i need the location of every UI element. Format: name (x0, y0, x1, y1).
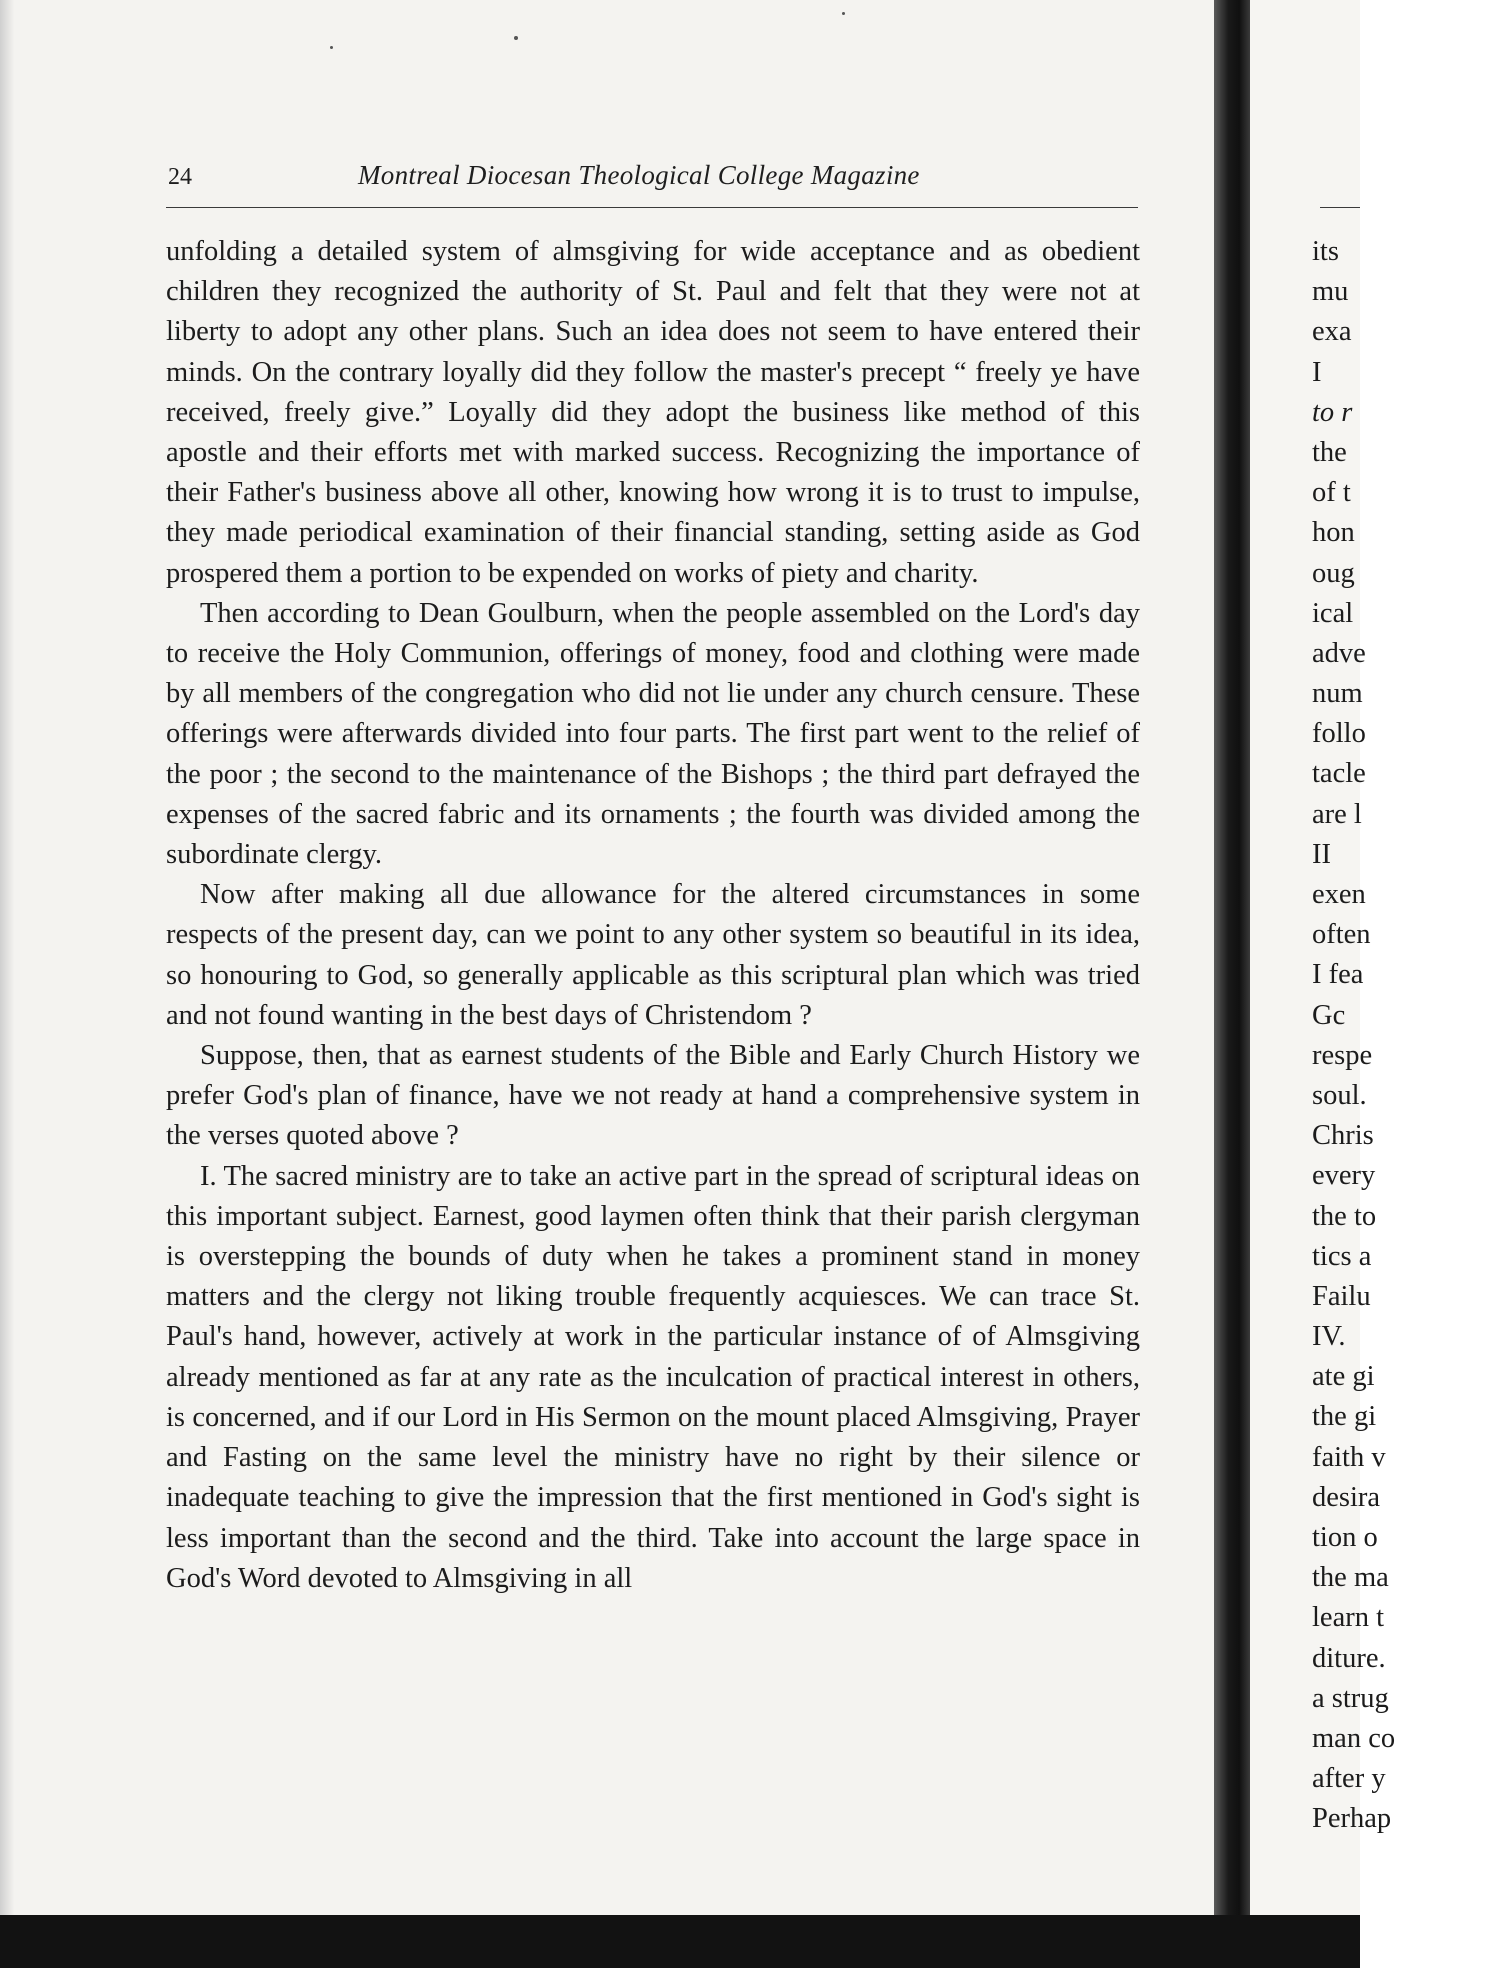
paragraph-5: I. The sacred ministry are to take an active part in the spread of scriptural ideas on this important subject. Earnest, good laymen often think that their parish clergyman is overstepping the bounds of duty when he takes a prominent stand in money matters and the clergy not liking trouble frequently acquiesces. We can trace St. Paul's hand, however, actively at work in the particular instance of of Almsgiving already mentioned as far at any rate as the inculcation of practical interest in others, is concerned, and if our Lord in His Sermon on the mount placed Almsgiving, Prayer and Fasting on the same level the ministry have no right by their silence or inadequate teaching to give the impression that the first mentioned in God's sight is less important than the second and the third. Take into account the large space in God's Word devoted to Almsgiving in all (166, 1160, 1140, 1594)
facing-page-line: oug (1312, 557, 1355, 589)
facing-page-line: Gc (1312, 999, 1346, 1031)
facing-page-line: I fea (1312, 959, 1364, 991)
page-number: 24 (168, 164, 192, 190)
header-rule (166, 207, 1138, 208)
paragraph-1: unfolding a detailed system of almsgiving for wide acceptance and as obedient children they recognized the authority of St. Paul and felt that they were not at liberty to adopt any other plans. Such an idea does not seem to have entered their minds. On the contrary loyally did they follow the master's precept “ freely ye have received, freely give.” Loyally did they adopt the business like method of this apostle and their efforts met with marked success. Recognizing the importance of their Father's business above all other, knowing how wrong it is to trust to impulse, they made periodical examination of their financial standing, setting aside as God prospered them a portion to be expended on works of piety and charity. (166, 236, 1140, 589)
facing-page-line: faith v (1312, 1441, 1386, 1473)
dust-speck (842, 12, 845, 15)
journal-title: Montreal Diocesan Theological College Magazine (358, 160, 920, 190)
facing-page-line: the ma (1312, 1562, 1389, 1594)
facing-page-line: Chris (1312, 1120, 1374, 1152)
facing-page-line: II (1312, 838, 1331, 870)
facing-page-line: to r (1312, 396, 1353, 428)
facing-page-line: hon (1312, 517, 1355, 549)
facing-page-line: adve (1312, 637, 1366, 669)
facing-page-line: tacle (1312, 758, 1366, 790)
facing-page-line: respe (1312, 1039, 1373, 1071)
paragraph-4: Suppose, then, that as earnest students of the Bible and Early Church History we prefer God's plan of finance, have we not ready at hand a comprehensive system in the verses quoted above ? (166, 1040, 1140, 1152)
facing-page-line: of t (1312, 477, 1351, 509)
running-head (168, 160, 1138, 200)
facing-page-line: man co (1312, 1722, 1396, 1754)
dust-speck (514, 36, 518, 40)
paragraph-3: Now after making all due allowance for the altered circumstances in some respects of the present day, can we point to any other system so beautiful in its idea, so honouring to God, so generally applicable as this scriptural plan which was tried and not found wanting in the best days of Christendom ? (166, 879, 1140, 1031)
facing-page-line: desira (1312, 1481, 1381, 1513)
facing-page-line: the to (1312, 1200, 1377, 1232)
dust-speck (330, 46, 333, 49)
facing-page-line: its (1312, 236, 1339, 267)
paragraph-2: Then according to Dean Goulburn, when the people assembled on the Lord's day to receive the Holy Communion, offerings of money, food and clothing were made by all members of the congregation who did not lie under any church censure. These offerings were afterwards divided into four parts. The first part went to the relief of the poor ; the second to the maintenance of the Bishops ; the third part defrayed the expenses of the sacred fabric and its ornaments ; the fourth was divided among the subordinate clergy. (166, 597, 1140, 871)
facing-page-line: the gi (1312, 1401, 1377, 1433)
facing-page-line: exen (1312, 879, 1366, 910)
facing-page-line: ate gi (1312, 1361, 1375, 1393)
article-body (166, 232, 1140, 1599)
facing-page-line: every (1312, 1160, 1376, 1192)
facing-page-line: mu (1312, 276, 1349, 308)
facing-page-line: ical (1312, 597, 1354, 629)
facing-page-line: tics a (1312, 1240, 1372, 1272)
facing-page-line: diture. (1312, 1642, 1386, 1674)
facing-page-rule (1320, 207, 1360, 208)
facing-page-line: Failu (1312, 1280, 1371, 1312)
facing-page-line: Perhap (1312, 1803, 1392, 1835)
facing-page-line: a strug (1312, 1682, 1389, 1714)
facing-page-line: the (1312, 436, 1347, 468)
facing-page-line: soul. (1312, 1079, 1367, 1111)
facing-page-text (1312, 232, 1512, 1840)
scan-bottom-edge (0, 1915, 1360, 1968)
facing-page-line: num (1312, 678, 1363, 710)
facing-page-line: I (1312, 356, 1322, 388)
facing-page-line: follo (1312, 718, 1366, 750)
facing-page-line: exa (1312, 316, 1352, 348)
facing-page-line: are l (1312, 798, 1362, 830)
facing-page-line: IV. (1312, 1321, 1346, 1353)
page-edge-shadow (0, 0, 14, 1968)
facing-page-line: learn t (1312, 1602, 1385, 1634)
facing-page-line: after y (1312, 1763, 1386, 1795)
book-gutter (1214, 0, 1250, 1968)
facing-page-line: often (1312, 919, 1371, 951)
facing-page-line: tion o (1312, 1522, 1378, 1553)
